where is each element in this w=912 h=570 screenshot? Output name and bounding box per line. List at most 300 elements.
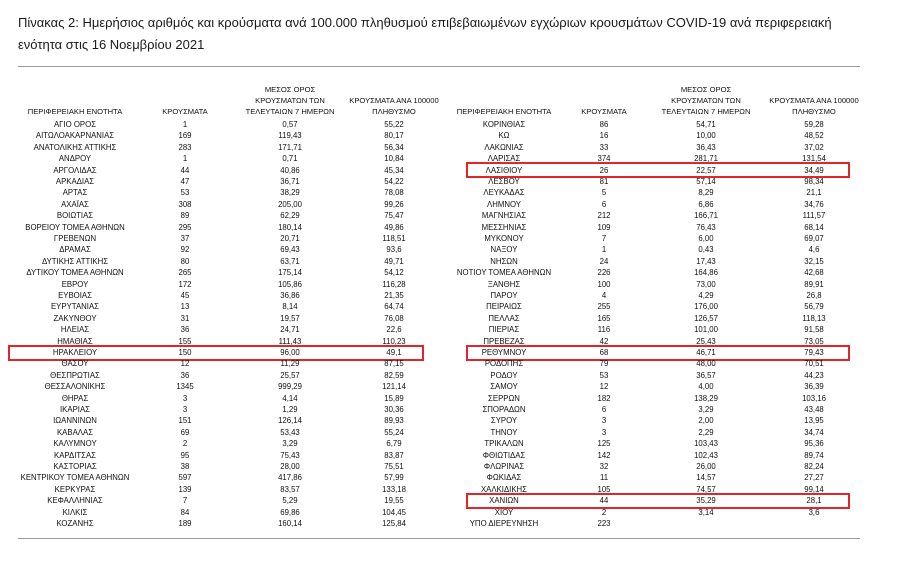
cell-avg7: 4,29 [698, 291, 714, 300]
table-row [448, 336, 864, 347]
cell-region: ΠΕΙΡΑΙΩΣ [486, 302, 522, 312]
cell-per100k: 10,84 [384, 154, 404, 164]
cell-per100k: 49,71 [384, 256, 404, 266]
cell-cases: 86 [599, 120, 609, 129]
table-row [448, 347, 864, 358]
table-row [448, 370, 864, 381]
cell-region: ΙΚΑΡΙΑΣ [60, 405, 90, 414]
table-row [18, 393, 446, 404]
cell-per100k: 55,22 [384, 120, 404, 129]
cell-cases: 79 [599, 359, 609, 369]
cell-per100k: 73,05 [804, 336, 824, 346]
cell-per100k: 103,16 [802, 393, 826, 403]
table-title-line-1: Πίνακας 2: Ημερήσιος αριθμός και κρούσματα ανά 100.000 πληθυσμού επιβεβαιωμένων εγχώριων κρουσμάτων COVID-19 ανά περιφερειακή [18, 15, 832, 30]
cell-region: ΝΗΣΩΝ [490, 256, 518, 266]
cell-region: ΠΕΛΛΑΣ [488, 313, 520, 323]
cell-per100k: 118,51 [382, 234, 406, 243]
cell-region: ΦΩΚΙΔΑΣ [486, 473, 522, 483]
cell-region: ΜΑΓΝΗΣΙΑΣ [481, 211, 527, 221]
cell-region: ΚΩ [498, 131, 510, 141]
table-row [448, 461, 864, 472]
cell-avg7: 46,71 [696, 348, 716, 357]
cell-per100k: 45,34 [384, 165, 404, 175]
cell-per100k: 59,28 [804, 120, 824, 129]
cell-per100k: 99,26 [384, 199, 404, 209]
cell-region: ΑΓΙΟ ΟΡΟΣ [53, 120, 97, 129]
cell-per100k: 79,43 [804, 348, 824, 357]
cell-cases: 3 [182, 393, 188, 403]
cell-per100k: 104,45 [382, 507, 406, 517]
cell-per100k: 26,8 [806, 291, 822, 300]
cell-per100k: 19,55 [384, 496, 404, 506]
table-row [448, 472, 864, 483]
cell-cases: 6 [601, 199, 607, 209]
table-left-half [18, 83, 446, 533]
cell-region: ΦΘΙΩΤΙΔΑΣ [482, 450, 526, 460]
table-row [18, 130, 446, 141]
column-header-per100k [342, 83, 446, 119]
cell-cases: 283 [178, 142, 192, 152]
table-row [18, 165, 446, 176]
cell-per100k: 82,24 [804, 462, 824, 471]
table-row [448, 404, 864, 415]
cell-per100k: 57,99 [384, 473, 404, 483]
cell-cases: 44 [180, 165, 190, 175]
table-row [18, 324, 446, 335]
cell-region: ΚΙΛΚΙΣ [62, 507, 88, 517]
cell-region: ΚΑΣΤΟΡΙΑΣ [53, 462, 97, 471]
table-row [448, 142, 864, 153]
cell-cases: 155 [178, 336, 192, 346]
cell-avg7: 3,29 [282, 439, 298, 449]
cell-per100k: 21,35 [384, 291, 404, 300]
cell-per100k: 4,6 [808, 245, 820, 255]
cell-cases: 53 [599, 370, 609, 380]
table-row [448, 484, 864, 495]
cell-avg7: 28,00 [280, 462, 300, 471]
cell-cases: 69 [180, 427, 190, 437]
cell-cases: 89 [180, 211, 190, 221]
cell-per100k: 32,15 [804, 256, 824, 266]
table-row [18, 347, 446, 358]
cell-avg7: 96,00 [280, 348, 300, 357]
cell-region: ΑΡΤΑΣ [62, 188, 88, 198]
cell-avg7: 2,00 [698, 416, 714, 426]
cell-region: ΧΙΟΥ [494, 507, 514, 517]
cell-cases: 223 [597, 519, 611, 528]
cell-per100k: 125,84 [382, 519, 406, 528]
cell-cases: 36 [180, 325, 190, 335]
cell-region: ΕΥΒΟΙΑΣ [58, 291, 92, 300]
cell-cases: 7 [182, 496, 188, 506]
cell-region: ΔΥΤΙΚΟΥ ΤΟΜΕΑ ΑΘΗΝΩΝ [26, 268, 124, 278]
column-header-avg7 [648, 83, 764, 119]
cell-per100k: 48,52 [804, 131, 824, 141]
cell-per100k: 70,51 [804, 359, 824, 369]
cell-cases: 2 [601, 507, 607, 517]
column-header-line: ΚΡΟΥΣΜΑΤΑ [162, 107, 208, 116]
cell-cases: 212 [597, 211, 611, 221]
column-header-line: ΠΕΡΙΦΕΡΕΙΑΚΗ ΕΝΟΤΗΤΑ [27, 107, 123, 116]
table-row [448, 301, 864, 312]
divider-top [18, 66, 860, 67]
table-row [18, 199, 446, 210]
cell-region: ΑΡΚΑΔΙΑΣ [55, 177, 95, 186]
cell-region: ΔΥΤΙΚΗΣ ΑΤΤΙΚΗΣ [41, 256, 109, 266]
cell-per100k: 118,13 [802, 313, 826, 323]
cell-avg7: 8,14 [282, 302, 298, 312]
table-row [18, 187, 446, 198]
cell-region: ΛΕΣΒΟΥ [488, 177, 520, 186]
cell-avg7: 48,00 [696, 359, 716, 369]
cell-per100k: 56,34 [384, 142, 404, 152]
table-row [448, 290, 864, 301]
cell-cases: 32 [599, 462, 609, 471]
cell-avg7: 73,00 [696, 279, 716, 289]
cell-avg7: 105,86 [278, 279, 302, 289]
cell-avg7: 3,29 [698, 405, 714, 414]
cell-cases: 165 [597, 313, 611, 323]
cell-cases: 47 [180, 177, 190, 186]
cell-region: ΣΠΟΡΑΔΩΝ [482, 405, 526, 414]
cell-per100k: 34,76 [804, 199, 824, 209]
cell-per100k: 78,08 [384, 188, 404, 198]
column-header-line: ΚΡΟΥΣΜΑΤΑ ΑΝΑ 100000 [769, 96, 859, 105]
cell-avg7: 160,14 [278, 519, 302, 528]
cell-region: ΕΥΡΥΤΑΝΙΑΣ [50, 302, 99, 312]
cell-cases: 142 [597, 450, 611, 460]
cell-cases: 3 [182, 405, 188, 414]
cell-avg7: 4,00 [698, 382, 714, 392]
cell-per100k: 49,1 [386, 348, 402, 357]
cell-region: ΓΡΕΒΕΝΩΝ [53, 234, 97, 243]
table-row [18, 358, 446, 369]
cell-cases: 139 [178, 484, 192, 494]
cell-region: ΔΡΑΜΑΣ [59, 245, 91, 255]
cell-region: ΛΑΚΩΝΙΑΣ [484, 142, 524, 152]
column-header-line: ΜΕΣΟΣ ΟΡΟΣ [680, 85, 732, 94]
table-row [18, 404, 446, 415]
cell-region: ΘΕΣΣΑΛΟΝΙΚΗΣ [44, 382, 106, 392]
cell-avg7: 5,29 [282, 496, 298, 506]
cell-per100k: 15,89 [384, 393, 404, 403]
table-row [448, 438, 864, 449]
cell-avg7: 138,29 [694, 393, 718, 403]
table-title [18, 12, 832, 56]
table-row [18, 256, 446, 267]
table-row [448, 153, 864, 164]
cell-avg7: 17,43 [696, 256, 716, 266]
cell-cases: 5 [601, 188, 607, 198]
cell-cases: 24 [599, 256, 609, 266]
cell-per100k: 34,74 [804, 427, 824, 437]
table-row [18, 370, 446, 381]
table-row [18, 244, 446, 255]
cell-cases: 172 [178, 279, 192, 289]
table-row [18, 461, 446, 472]
cell-cases: 226 [597, 268, 611, 278]
cell-avg7: 36,43 [696, 142, 716, 152]
cell-per100k: 44,23 [804, 370, 824, 380]
table-row [18, 279, 446, 290]
cell-cases: 109 [597, 222, 611, 232]
table-row [448, 495, 864, 506]
cell-region: ΦΛΩΡΙΝΑΣ [483, 462, 525, 471]
cell-region: ΤΗΝΟΥ [490, 427, 518, 437]
cell-region: ΗΜΑΘΙΑΣ [57, 336, 93, 346]
table-row [448, 313, 864, 324]
cell-avg7: 999,29 [278, 382, 302, 392]
cell-avg7: 22,57 [696, 165, 716, 175]
cell-avg7: 102,43 [694, 450, 718, 460]
cell-avg7: 36,71 [280, 177, 300, 186]
table-row [448, 210, 864, 221]
cell-per100k: 36,39 [804, 382, 824, 392]
cell-avg7: 11,29 [280, 359, 300, 369]
cell-per100k: 27,27 [804, 473, 824, 483]
cell-cases: 11 [599, 473, 609, 483]
column-header-per100k [764, 83, 864, 119]
cell-region: ΚΟΡΙΝΘΙΑΣ [482, 120, 526, 129]
cell-avg7: 26,00 [696, 462, 716, 471]
table-row [18, 210, 446, 221]
cell-region: ΗΛΕΙΑΣ [60, 325, 90, 335]
cell-per100k: 56,79 [804, 302, 824, 312]
column-header-line: ΠΕΡΙΦΕΡΕΙΑΚΗ ΕΝΟΤΗΤΑ [456, 107, 552, 116]
cell-avg7: 4,14 [282, 393, 298, 403]
column-header-line: ΚΡΟΥΣΜΑΤΩΝ ΤΩΝ [671, 96, 741, 105]
column-header-line: ΠΛΗΘΥΣΜΟ [792, 107, 836, 116]
cell-avg7: 1,29 [282, 405, 298, 414]
cell-region: ΒΟΡΕΙΟΥ ΤΟΜΕΑ ΑΘΗΝΩΝ [25, 222, 125, 232]
cell-avg7: 180,14 [278, 222, 302, 232]
cell-cases: 12 [599, 382, 609, 392]
cell-region: ΘΕΣΠΡΩΤΙΑΣ [50, 370, 100, 380]
cell-region: ΛΗΜΝΟΥ [487, 199, 521, 209]
cell-cases: 3 [601, 427, 607, 437]
cell-per100k: 91,58 [804, 325, 824, 335]
cell-cases: 80 [180, 256, 190, 266]
table-row [448, 518, 864, 529]
column-header-region [448, 83, 560, 119]
cell-cases: 1 [182, 154, 188, 164]
cell-cases: 597 [178, 473, 192, 483]
cell-per100k: 89,74 [804, 450, 824, 460]
cell-per100k: 37,02 [804, 142, 824, 152]
cell-per100k: 54,22 [384, 177, 404, 186]
cell-avg7: 3,14 [698, 507, 714, 517]
table-row [448, 199, 864, 210]
cell-per100k: 76,08 [384, 313, 404, 323]
table-row [448, 450, 864, 461]
cell-per100k: 111,57 [802, 211, 826, 221]
cell-region: ΑΝΑΤΟΛΙΚΗΣ ΑΤΤΙΚΗΣ [33, 142, 117, 152]
table-row [448, 381, 864, 392]
cell-avg7: 103,43 [694, 439, 718, 449]
table-row [448, 244, 864, 255]
table-row [448, 427, 864, 438]
cell-cases: 2 [182, 439, 188, 449]
table-row [18, 153, 446, 164]
cell-cases: 1345 [176, 382, 194, 392]
cell-avg7: 126,57 [694, 313, 718, 323]
cell-region: ΧΑΛΚΙΔΙΚΗΣ [480, 484, 527, 494]
cell-avg7: 69,43 [280, 245, 300, 255]
cell-avg7: 25,57 [280, 370, 300, 380]
table-row [18, 450, 446, 461]
cell-avg7: 0,43 [698, 245, 714, 255]
table-row [448, 256, 864, 267]
cell-cases: 169 [178, 131, 192, 141]
table-row [18, 438, 446, 449]
cell-avg7: 171,71 [278, 142, 302, 152]
cell-avg7: 19,57 [280, 313, 300, 323]
table-row [448, 130, 864, 141]
column-header-avg7 [238, 83, 342, 119]
cell-cases: 105 [597, 484, 611, 494]
table-row [18, 472, 446, 483]
cell-cases: 81 [599, 177, 609, 186]
cell-avg7: 126,14 [278, 416, 302, 426]
cell-per100k: 13,95 [804, 416, 824, 426]
cell-per100k: 87,15 [384, 359, 404, 369]
cell-region: ΚΑΡΔΙΤΣΑΣ [54, 450, 96, 460]
cell-cases: 53 [180, 188, 190, 198]
cell-cases: 125 [597, 439, 611, 449]
cell-cases: 45 [180, 291, 190, 300]
cell-cases: 3 [601, 416, 607, 426]
cell-per100k: 133,18 [382, 484, 406, 494]
cell-per100k [764, 518, 864, 529]
cell-region: ΠΙΕΡΙΑΣ [488, 325, 520, 335]
cell-avg7: 0,71 [282, 154, 298, 164]
table-row [448, 176, 864, 187]
cell-avg7: 69,86 [280, 507, 300, 517]
cell-cases: 37 [180, 234, 190, 243]
table-row [448, 165, 864, 176]
cell-region: ΕΒΡΟΥ [61, 279, 89, 289]
cell-avg7: 205,00 [278, 199, 302, 209]
column-header-line: ΠΛΗΘΥΣΜΟ [372, 107, 416, 116]
cell-per100k: 75,47 [384, 211, 404, 221]
cell-per100k: 80,17 [384, 131, 404, 141]
cell-avg7: 164,86 [694, 268, 718, 278]
cell-per100k: 89,91 [804, 279, 824, 289]
cell-per100k: 99,14 [804, 484, 824, 494]
cell-cases: 6 [601, 405, 607, 414]
cell-cases: 255 [597, 302, 611, 312]
cell-avg7: 8,29 [698, 188, 714, 198]
cell-region: ΖΑΚΥΝΘΟΥ [53, 313, 97, 323]
table-row [448, 279, 864, 290]
cell-avg7: 2,29 [698, 427, 714, 437]
table-row [18, 415, 446, 426]
cell-region: ΡΟΔΟΠΗΣ [484, 359, 524, 369]
cell-per100k: 21,1 [806, 188, 822, 198]
cell-region: ΤΡΙΚΑΛΩΝ [484, 439, 524, 449]
cell-avg7: 25,43 [696, 336, 716, 346]
cell-avg7: 53,43 [280, 427, 300, 437]
cell-cases: 100 [597, 279, 611, 289]
cell-cases: 13 [180, 302, 190, 312]
cell-region: ΚΟΖΑΝΗΣ [56, 519, 94, 528]
cell-avg7: 10,00 [696, 131, 716, 141]
cell-per100k: 49,86 [384, 222, 404, 232]
cell-avg7: 36,57 [696, 370, 716, 380]
column-header-line: ΜΕΣΟΣ ΟΡΟΣ [264, 85, 316, 94]
cell-avg7: 0,57 [282, 120, 298, 129]
cell-per100k: 64,74 [384, 302, 404, 312]
cell-per100k: 89,93 [384, 416, 404, 426]
cell-region: ΣΕΡΡΩΝ [488, 393, 520, 403]
cell-region: ΚΑΛΥΜΝΟΥ [53, 439, 97, 449]
cell-cases: 84 [180, 507, 190, 517]
cell-avg7: 24,71 [280, 325, 300, 335]
cell-cases: 1 [182, 120, 188, 129]
cell-per100k: 93,6 [386, 245, 402, 255]
cell-region: ΘΗΡΑΣ [61, 393, 89, 403]
cell-region: ΝΟΤΙΟΥ ΤΟΜΕΑ ΑΘΗΝΩΝ [456, 268, 552, 278]
cell-region: ΜΕΣΣΗΝΙΑΣ [481, 222, 527, 232]
table-row [18, 427, 446, 438]
cell-per100k: 110,23 [382, 336, 406, 346]
cell-region: ΑΙΤΩΛΟΑΚΑΡΝΑΝΙΑΣ [35, 131, 115, 141]
cell-region: ΛΕΥΚΑΔΑΣ [483, 188, 525, 198]
cell-cases: 295 [178, 222, 192, 232]
cell-per100k: 69,07 [804, 234, 824, 243]
cell-region: ΚΕΦΑΛΛΗΝΙΑΣ [47, 496, 103, 506]
cell-per100k: 75,51 [384, 462, 404, 471]
cell-avg7: 54,71 [696, 120, 716, 129]
cell-cases: 116 [597, 325, 611, 335]
cell-region: ΣΥΡΟΥ [490, 416, 518, 426]
cell-per100k: 34,49 [804, 165, 824, 175]
cell-region: ΡΕΘΥΜΝΟΥ [481, 348, 527, 357]
cell-avg7: 281,71 [694, 154, 718, 164]
cell-cases: 16 [599, 131, 609, 141]
cell-cases: 31 [180, 313, 190, 323]
cell-region: ΚΕΝΤΡΙΚΟΥ ΤΟΜΕΑ ΑΘΗΝΩΝ [20, 473, 130, 483]
table-row [18, 267, 446, 278]
cell-cases: 189 [178, 519, 192, 528]
table-row [18, 142, 446, 153]
cell-region: ΚΑΒΑΛΑΣ [56, 427, 94, 437]
cell-per100k: 68,14 [804, 222, 824, 232]
table-row [18, 176, 446, 187]
table-row [448, 119, 864, 130]
cell-per100k: 116,28 [382, 279, 406, 289]
column-header-line: ΤΕΛΕΥΤΑΙΩΝ 7 ΗΜΕΡΩΝ [661, 107, 751, 116]
cell-cases: 12 [180, 359, 190, 369]
table-row [448, 233, 864, 244]
table-row [448, 324, 864, 335]
cell-avg7: 417,86 [278, 473, 302, 483]
cell-per100k: 6,79 [386, 439, 402, 449]
table-row [18, 222, 446, 233]
cell-cases: 38 [180, 462, 190, 471]
table-row [448, 358, 864, 369]
table-row [18, 484, 446, 495]
cell-region: ΡΟΔΟΥ [490, 370, 518, 380]
table-row [448, 507, 864, 518]
cell-avg7: 75,43 [280, 450, 300, 460]
cell-cases: 308 [178, 199, 192, 209]
cell-avg7: 63,71 [280, 256, 300, 266]
cell-region: ΛΑΣΙΘΙΟΥ [485, 165, 523, 175]
table-row [18, 495, 446, 506]
cell-region: ΚΕΡΚΥΡΑΣ [54, 484, 96, 494]
table-right-half [448, 83, 864, 533]
